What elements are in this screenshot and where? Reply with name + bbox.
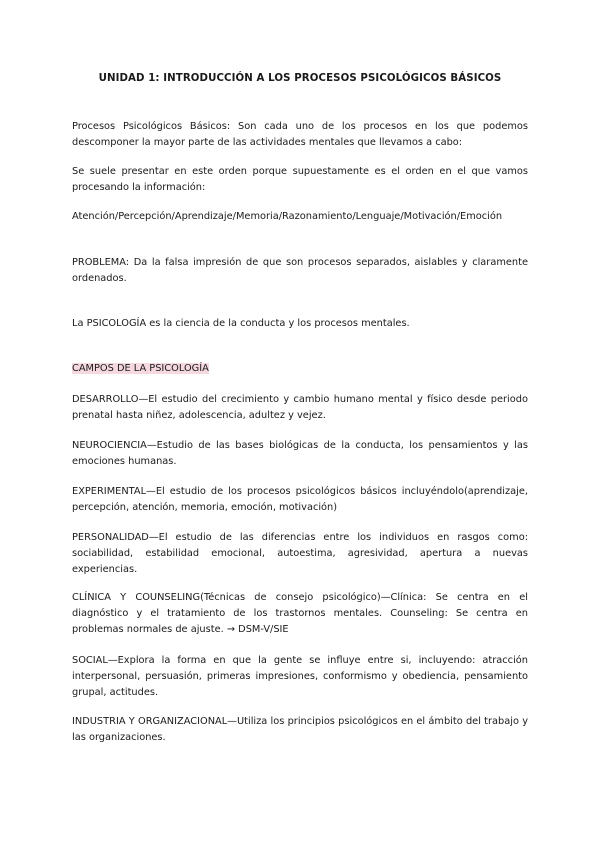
paragraph-order: Se suele presentar en este orden porque supuestamente es el orden en el que vamos procesando la información: [72,166,528,193]
field-desarrollo: DESARROLLO—El estudio del crecimiento y cambio humano mental y físico desde periodo prenatal hasta niñez, adolescencia, adultez y vejez. [72,394,528,421]
field-clinica-counseling: CLÍNICA Y COUNSELING(Técnicas de consejo psicológico)—Clínica: Se centra en el diagnóstico y el tratamiento de los trastornos mentales. Counseling: Se centra en problemas normales de ajuste. → DSM-V/SIE [72,592,528,635]
paragraph-psychology-definition: La PSICOLOGÍA es la ciencia de la conducta y los procesos mentales. [72,318,410,329]
page-title: UNIDAD 1: INTRODUCCIÓN A LOS PROCESOS PSICOLÓGICOS BÁSICOS [98,73,502,84]
paragraph-process-sequence: Atención/Percepción/Aprendizaje/Memoria/Razonamiento/Lenguaje/Motivación/Emoción [72,211,503,222]
field-industria-organizacional: INDUSTRIA Y ORGANIZACIONAL—Utiliza los principios psicológicos en el ámbito del trabajo y las organizaciones. [72,716,528,743]
paragraph-definition: Procesos Psicológicos Básicos: Son cada uno de los procesos en los que podemos descomponer la mayor parte de las actividades mentales que llevamos a cabo: [72,121,528,148]
field-experimental: EXPERIMENTAL—El estudio de los procesos psicológicos básicos incluyéndolo(aprendizaje, percepción, atención, memoria, emoción, motivación) [72,486,528,513]
field-personalidad: PERSONALIDAD—El estudio de las diferencias entre los individuos en rasgos como: sociabilidad, estabilidad emocional, autoestima, agresividad, apertura a nuevas experiencias. [72,532,528,575]
field-social: SOCIAL—Explora la forma en que la gente se influye entre si, incluyendo: atracción interpersonal, persuasión, primeras impresiones, conformismo y obediencia, pensamiento grupal, actitudes. [72,655,528,698]
highlighted-heading: CAMPOS DE LA PSICOLOGÍA [72,363,209,374]
field-neurociencia: NEUROCIENCIA—Estudio de las bases biológicas de la conducta, los pensamientos y las emociones humanas. [72,440,528,467]
paragraph-problem: PROBLEMA: Da la falsa impresión de que son procesos separados, aislables y claramente ordenados. [72,257,528,284]
section-heading-fields [72,361,528,377]
